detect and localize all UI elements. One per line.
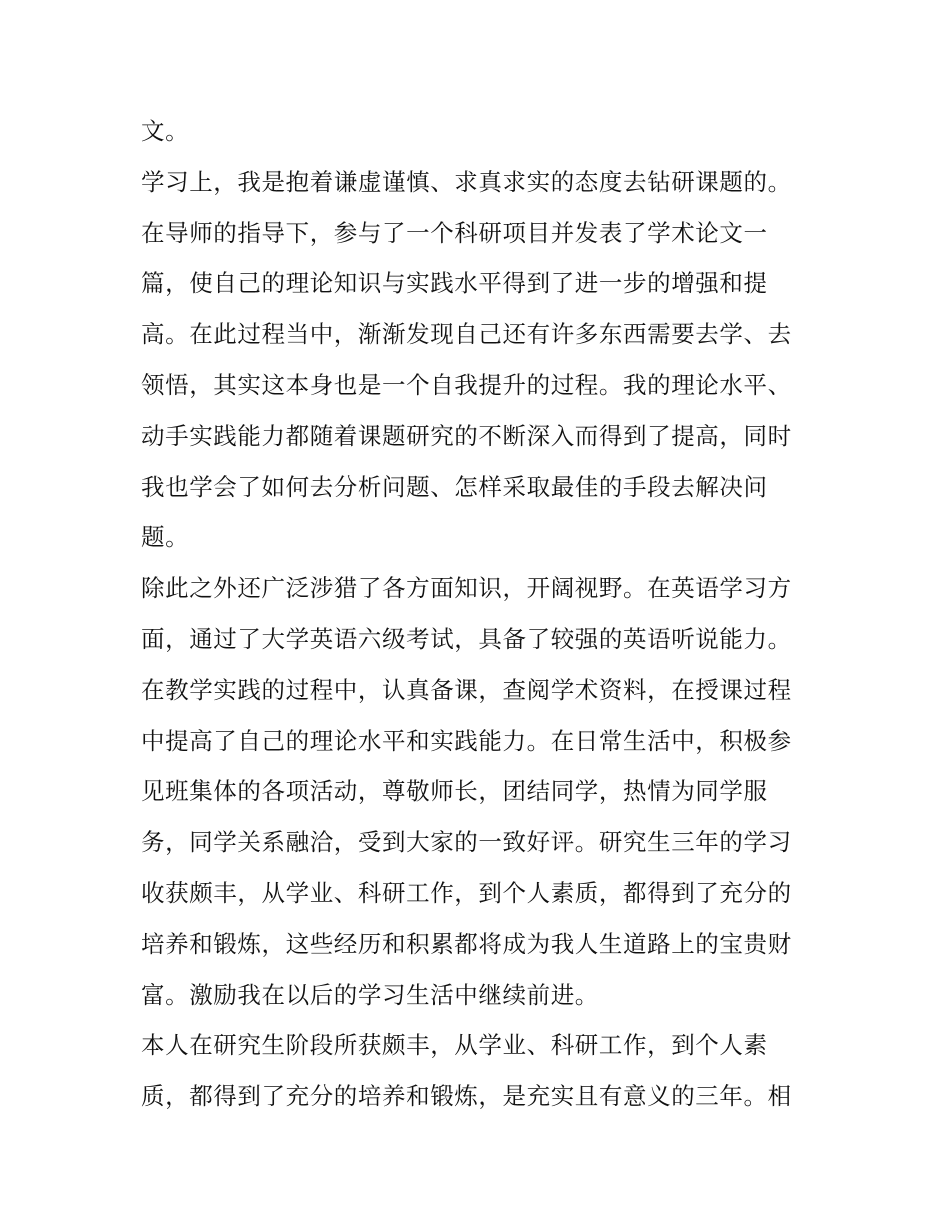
text-line: 文。	[141, 117, 190, 145]
text-line: 在导师的指导下，参与了一个科研项目并发表了学术论文一	[141, 218, 768, 247]
text-line: 收获颇丰，从学业、科研工作，到个人素质，都得到了充分的	[141, 878, 792, 907]
text-line: 质，都得到了充分的培养和锻炼，是充实且有意义的三年。相	[141, 1082, 792, 1111]
text-line: 在教学实践的过程中，认真备课，查阅学术资料，在授课过程	[141, 675, 792, 704]
text-line: 题。	[141, 523, 190, 552]
text-line: 务，同学关系融洽，受到大家的一致好评。研究生三年的学习	[141, 828, 792, 857]
text-line: 富。激励我在以后的学习生活中继续前进。	[141, 980, 599, 1009]
text-line: 除此之外还广泛涉猎了各方面知识，开阔视野。在英语学习方	[141, 574, 792, 603]
text-line: 培养和锻炼，这些经历和积累都将成为我人生道路上的宝贵财	[141, 929, 792, 958]
text-line: 高。在此过程当中，渐渐发现自己还有许多东西需要去学、去	[141, 320, 792, 349]
text-line: 动手实践能力都随着课题研究的不断深入而得到了提高，同时	[141, 421, 792, 450]
text-line: 见班集体的各项活动，尊敬师长，团结同学，热情为同学服	[141, 777, 768, 806]
text-line: 篇，使自己的理论知识与实践水平得到了进一步的增强和提	[141, 269, 768, 298]
text-line: 我也学会了如何去分析问题、怎样采取最佳的手段去解决问	[141, 472, 768, 501]
text-line: 领悟，其实这本身也是一个自我提升的过程。我的理论水平、	[141, 370, 792, 399]
text-line: 中提高了自己的理论水平和实践能力。在日常生活中，积极参	[141, 726, 792, 755]
body-text	[141, 106, 821, 1122]
text-line: 学习上，我是抱着谦虚谨慎、求真求实的态度去钻研课题的。	[141, 167, 792, 196]
text-line: 本人在研究生阶段所获颇丰，从学业、科研工作，到个人素	[141, 1031, 768, 1060]
text-line: 面，通过了大学英语六级考试，具备了较强的英语听说能力。	[141, 624, 792, 653]
